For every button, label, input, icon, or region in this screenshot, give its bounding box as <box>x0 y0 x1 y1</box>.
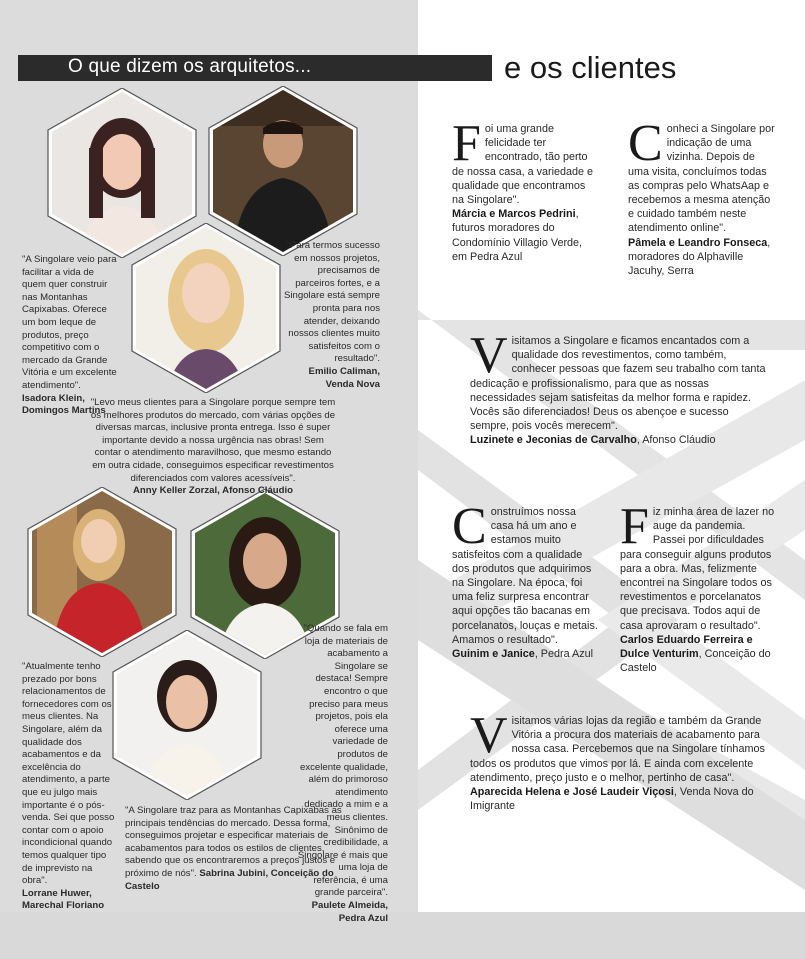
client-testimonial: Visitamos várias lojas da região e também da Grande Vitória a procura dos materiais de acabamento para nossa casa. Percebemos que na Singolare tínhamos todos os produtos que vimos por lá. E ainda com excelente atendimento, preço justo e o melhor, pertinho de casa". Aparecida Helena e José Laudeir Viçosi, Venda Nova do Imigrante <box>470 707 765 813</box>
architect-quote: "Para termos sucesso em nossos projetos, precisamos de parceiros fortes, e a Singolare está sempre pronta para nos atender, deixando nossos clientes muito satisfeitos com o resultado". Emilio Caliman, Venda Nova <box>284 240 380 390</box>
right-title: e os clientes <box>504 50 677 85</box>
header-banner <box>18 55 492 81</box>
left-title: O que dizem os arquitetos... <box>68 56 312 77</box>
architect-photo-sabrina <box>112 630 262 800</box>
architect-quote: "Atualmente tenho prezado por bons relacionamentos de fornecedores com os meus clientes. Na Singolare, além da qualidade dos acabamentos e da excelência do atendimento, a parte que eu julgo mais importante é o pós-venda. Sei que posso contar com o apoio incondicional quando temos qualquer tipo de imprevisto na obra". Lorrane Huwer, Marechal Floriano <box>22 661 115 912</box>
client-testimonial: Conheci a Singolare por indicação de uma vizinha. Depois de uma visita, concluímos todas as compras pelo WhatsAap e recebemos a mesma atenção e cuidado também neste atendimento online". Pâmela e Leandro Fonseca, moradores do Alphaville Jacuhy, Serra <box>628 115 775 278</box>
architect-quote: "Levo meus clientes para a Singolare porque sempre tem os melhores produtos do mercado, com várias opções de diversas marcas, inclusive pronta entrega. Isso é super importante devido a nossa urgência nas obras! Sem contar o atendimento maravilhoso, que mesmo estando em outra cidade, conseguimos especificar revestimentos diferenciados com valores acessíveis". Anny Keller Zorzal, Afonso Cláudio <box>90 397 336 497</box>
client-testimonial: Foi uma grande felicidade ter encontrado, tão perto de nossa casa, a variedade e qualidade que encontramos na Singolare". Márcia e Marcos Pedrini, futuros moradores do Condomínio Villagio Verde, em Pedra Azul <box>452 115 594 263</box>
architect-quote: "A Singolare traz para as Montanhas Capixabas as principais tendências do mercado. Dessa forma, conseguimos projetar e especificar materiais de acabamentos para todos os estilos de clientes, sabendo que os encontraremos a preços justos e próximo de nós". Sabrina Jubini, Conceição do Castelo <box>125 805 342 892</box>
architect-photo-anny <box>131 223 281 393</box>
client-testimonial: Fiz minha área de lazer no auge da pandemia. Passei por dificuldades para conseguir alguns produtos para a obra. Mas, felizmente encontrei na Singolare todos os revestimentos e porcelanatos que precisava. Todos aqui de casa aprovaram o resultado". Carlos Eduardo Ferreira e Dulce Venturim, Conceição do Castelo <box>620 498 775 675</box>
architect-quote: "Quando se fala em loja de materiais de acabamento a Singolare se destaca! Sempre encontro o que preciso para meus projetos, pois ela oferece uma variedade de produtos de excelente qualidade, além do primoroso atendimento dedicado a mim e a meus clientes. Sinônimo de credibilidade, a Singolare é mais que uma loja de referência, é uma grande parceira". Paulete Almeida, Pedra Azul <box>297 623 388 924</box>
architect-quote: "A Singolare veio para facilitar a vida de quem quer construir nas Montanhas Capixabas. Oferece um bom leque de produtos, preço competitivo com o mercado da Grande Vitória e um excelente atendimento". Isadora Klein, Domingos Martins <box>22 254 117 417</box>
client-testimonial: Construímos nossa casa há um ano e estamos muito satisfeitos com a qualidade dos produtos que adquirimos na Singolare. Na época, foi uma feliz surpresa encontrar aqui opções tão bacanas em porcelanatos, louças e metais. Amamos o resultado". Guinim e Janice, Pedra Azul <box>452 498 598 661</box>
client-testimonial: Visitamos a Singolare e ficamos encantados com a qualidade dos revestimentos, como também, conhecer pessoas que fazem seu trabalho com tanta dedicação e profissionalismo, para que as nossas necessidades sejam satisfeitas da melhor forma e rapidez. Vocês são diferenciados! Deus os abençoe e sucesso sempre, pois vocês merecem". Luzinete e Jeconias de Carvalho, Afonso Cláudio <box>470 327 766 447</box>
